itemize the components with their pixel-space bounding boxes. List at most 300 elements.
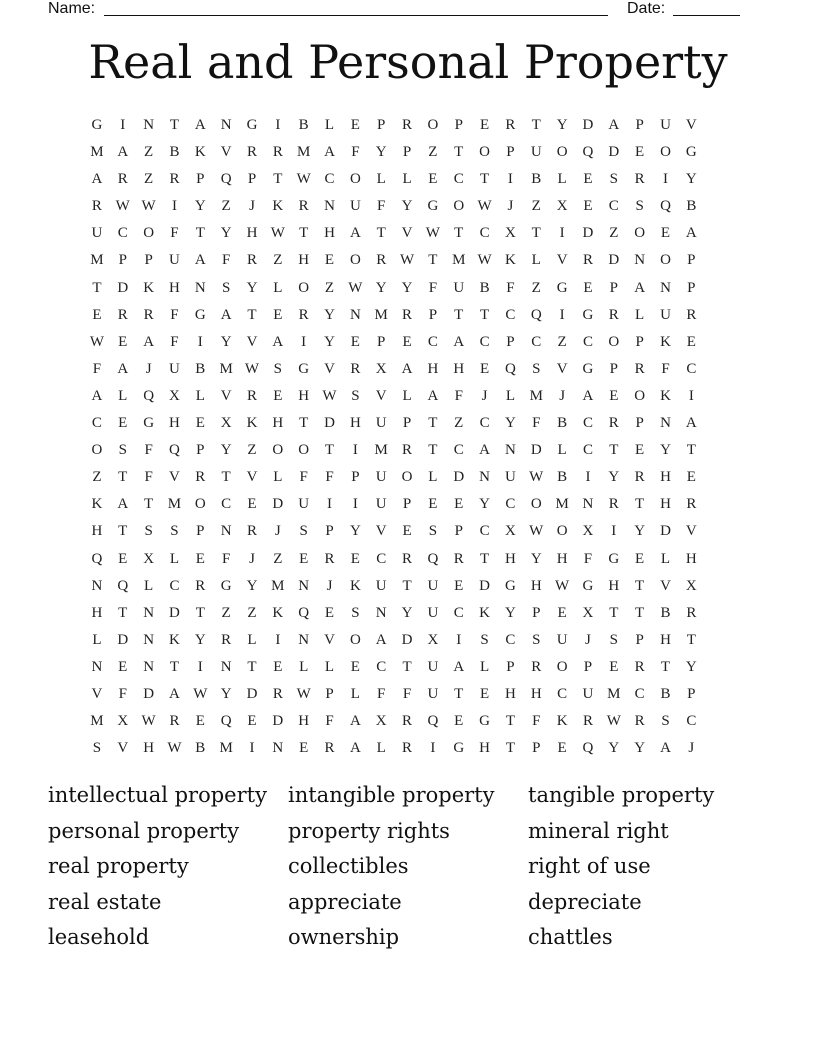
grid-letter: T <box>635 604 645 621</box>
grid-letter: V <box>556 360 568 377</box>
grid-letter: M <box>219 740 233 757</box>
grid-letter: G <box>479 713 490 730</box>
grid-letter: T <box>428 442 438 459</box>
grid-letter: W <box>244 360 260 377</box>
grid-letter: E <box>660 225 671 242</box>
grid-letter: P <box>687 279 696 296</box>
grid-letter: H <box>298 713 310 730</box>
grid-letter: V <box>324 631 335 648</box>
grid-letter: B <box>195 360 206 377</box>
grid-letter: T <box>221 469 231 486</box>
grid-letter: U <box>660 117 671 133</box>
grid-letter: H <box>660 469 671 486</box>
grid-letter: T <box>169 117 180 133</box>
grid-letter: E <box>635 144 645 161</box>
grid-letter: F <box>170 225 179 242</box>
grid-letter: T <box>299 225 309 242</box>
grid-letter: G <box>685 144 697 161</box>
grid-letter: Y <box>349 523 361 540</box>
grid-letter: H <box>169 415 180 432</box>
grid-letter: R <box>634 360 645 377</box>
grid-row <box>84 573 734 600</box>
grid-letter: S <box>351 604 360 621</box>
grid-letter: E <box>273 306 283 323</box>
grid-letter: L <box>376 171 386 188</box>
grid-letter: E <box>635 550 645 567</box>
grid-letter: I <box>688 387 694 404</box>
grid-letter: C <box>608 198 619 215</box>
grid-letter: P <box>325 523 334 540</box>
grid-letter: X <box>582 604 594 621</box>
grid-letter: G <box>453 740 465 757</box>
grid-row <box>84 518 734 545</box>
grid-letter: O <box>194 496 206 513</box>
grid-letter: J <box>326 577 333 594</box>
grid-letter: E <box>350 117 360 133</box>
grid-letter: L <box>428 469 438 486</box>
grid-letter: A <box>117 496 129 513</box>
grid-letter: O <box>556 658 568 675</box>
grid-letter: K <box>272 198 284 215</box>
grid-letter: O <box>272 442 284 459</box>
grid-letter: H <box>272 415 284 432</box>
grid-letter: P <box>402 144 412 161</box>
grid-letter: U <box>530 144 542 161</box>
grid-letter: V <box>246 469 258 486</box>
grid-letter: X <box>169 387 180 404</box>
grid-letter: E <box>299 550 309 567</box>
grid-letter: Q <box>117 577 129 594</box>
grid-letter: C <box>686 360 697 377</box>
grid-letter: T <box>428 252 438 269</box>
grid-letter: P <box>583 658 593 675</box>
date-blank-line <box>673 15 740 16</box>
grid-letter: Y <box>401 198 413 215</box>
grid-letter: N <box>91 577 103 594</box>
grid-letter: I <box>585 469 591 486</box>
grid-letter: H <box>324 225 335 242</box>
grid-letter: Z <box>531 198 541 215</box>
grid-letter: E <box>350 333 360 350</box>
grid-letter: H <box>298 252 310 269</box>
grid-letter: I <box>430 740 436 757</box>
grid-letter: Z <box>273 550 283 567</box>
grid-letter: G <box>246 117 258 133</box>
grid-letter: R <box>195 469 206 486</box>
grid-letter: Y <box>324 333 335 350</box>
grid-letter: G <box>582 306 594 323</box>
grid-letter: O <box>427 117 439 133</box>
grid-letter: U <box>660 306 671 323</box>
grid-letter: O <box>349 171 361 188</box>
grid-letter: U <box>453 279 465 296</box>
grid-letter: N <box>194 279 206 296</box>
grid-letter: A <box>479 442 490 459</box>
grid-letter: D <box>582 117 594 133</box>
grid-letter: P <box>635 117 644 133</box>
grid-letter: L <box>557 442 567 459</box>
grid-letter: E <box>686 333 696 350</box>
grid-letter: W <box>141 198 156 215</box>
grid-letter: R <box>272 685 283 702</box>
grid-letter: W <box>399 252 415 269</box>
grid-letter: E <box>583 171 593 188</box>
grid-letter: P <box>506 144 515 161</box>
grid-letter: H <box>608 577 620 594</box>
grid-letter: H <box>660 631 671 648</box>
grid-letter: T <box>376 225 386 242</box>
grid-letter: H <box>246 225 258 242</box>
grid-letter: V <box>220 387 232 404</box>
grid-letter: P <box>506 658 515 675</box>
grid-letter: R <box>221 631 232 648</box>
grid-letter: I <box>197 658 203 675</box>
grid-letter: D <box>143 685 155 702</box>
grid-row <box>84 735 734 762</box>
grid-letter: I <box>171 198 177 215</box>
grid-letter: U <box>556 631 568 648</box>
grid-letter: O <box>556 144 568 161</box>
grid-letter: C <box>453 171 464 188</box>
grid-letter: E <box>609 658 619 675</box>
grid-letter: Z <box>324 279 335 296</box>
grid-letter: C <box>427 333 438 350</box>
grid-letter: B <box>557 415 568 432</box>
grid-letter: E <box>635 442 645 459</box>
grid-letter: U <box>349 198 361 215</box>
grid-letter: Y <box>634 523 646 540</box>
grid-letter: F <box>325 469 334 486</box>
grid-letter: Q <box>582 144 594 161</box>
grid-letter: I <box>197 333 203 350</box>
date-label: Date: <box>627 0 666 17</box>
grid-letter: O <box>634 387 646 404</box>
grid-letter: Q <box>505 360 516 377</box>
grid-letter: Y <box>505 415 516 432</box>
grid-letter: O <box>349 631 361 648</box>
grid-letter: F <box>299 469 308 486</box>
grid-letter: Y <box>194 631 206 648</box>
grid-letter: W <box>529 469 544 486</box>
grid-letter: Z <box>221 604 231 621</box>
grid-letter: V <box>117 740 129 757</box>
grid-letter: N <box>375 604 387 621</box>
grid-letter: M <box>374 306 388 323</box>
grid-letter: M <box>90 144 104 161</box>
grid-letter: H <box>91 604 103 621</box>
grid-letter: E <box>428 171 438 188</box>
grid-letter: V <box>685 523 697 540</box>
grid-letter: A <box>117 360 129 377</box>
word-list-item: tangible property <box>528 783 715 807</box>
grid-letter: E <box>402 523 412 540</box>
grid-letter: A <box>685 415 697 432</box>
grid-letter: S <box>480 631 489 648</box>
grid-letter: Z <box>92 469 102 486</box>
grid-letter: N <box>660 279 671 296</box>
grid-letter: C <box>479 523 490 540</box>
grid-letter: S <box>92 740 102 757</box>
word-list-item: real property <box>48 854 189 878</box>
grid-row <box>84 437 734 464</box>
grid-letter: W <box>296 685 311 702</box>
grid-letter: X <box>117 713 129 730</box>
grid-letter: F <box>221 550 231 567</box>
grid-letter: H <box>169 279 180 296</box>
grid-letter: Y <box>685 171 697 188</box>
grid-letter: T <box>118 469 128 486</box>
grid-row <box>84 383 734 410</box>
grid-letter: C <box>582 442 593 459</box>
grid-letter: U <box>427 604 439 621</box>
grid-letter: A <box>349 713 361 730</box>
grid-letter: T <box>479 171 490 188</box>
grid-letter: R <box>246 144 257 161</box>
grid-letter: U <box>582 685 594 702</box>
grid-letter: H <box>427 360 439 377</box>
grid-letter: D <box>324 415 335 432</box>
grid-letter: C <box>505 496 516 513</box>
grid-letter: F <box>221 252 231 269</box>
grid-letter: T <box>428 415 438 432</box>
grid-letter: F <box>506 279 515 296</box>
grid-letter: L <box>273 469 283 486</box>
word-list-item: mineral right <box>528 818 669 843</box>
grid-letter: J <box>559 387 566 404</box>
word-list-item: personal property <box>48 818 240 843</box>
grid-letter: F <box>377 198 386 215</box>
grid-letter: I <box>275 117 281 133</box>
grid-letter: T <box>273 171 283 188</box>
grid-letter: V <box>246 333 258 350</box>
grid-letter: T <box>635 577 645 594</box>
grid-letter: W <box>425 225 440 242</box>
grid-letter: S <box>299 523 308 540</box>
grid-letter: L <box>479 658 490 675</box>
grid-letter: G <box>582 360 594 377</box>
page-title: Real and Personal Property <box>88 35 728 89</box>
word-list-item: leasehold <box>48 925 150 949</box>
grid-letter: A <box>194 252 206 269</box>
word-list-item: appreciate <box>288 889 402 914</box>
grid-letter: L <box>402 387 412 404</box>
grid-row <box>84 220 734 247</box>
grid-letter: I <box>352 496 358 513</box>
grid-row <box>84 681 734 708</box>
grid-letter: C <box>91 415 102 432</box>
grid-letter: O <box>634 225 646 242</box>
grid-letter: Y <box>220 225 232 242</box>
grid-letter: R <box>531 658 542 675</box>
grid-letter: N <box>298 631 310 648</box>
grid-letter: S <box>273 360 282 377</box>
grid-letter: S <box>532 631 541 648</box>
grid-letter: F <box>532 415 541 432</box>
grid-letter: W <box>322 387 337 404</box>
grid-letter: G <box>298 360 310 377</box>
grid-letter: N <box>324 198 335 215</box>
grid-letter: R <box>272 144 283 161</box>
grid-letter: O <box>608 333 620 350</box>
grid-letter: D <box>272 713 284 730</box>
grid-letter: P <box>325 685 334 702</box>
grid-letter: O <box>143 225 155 242</box>
grid-letter: I <box>611 523 617 540</box>
grid-letter: R <box>246 523 257 540</box>
grid-letter: T <box>195 225 205 242</box>
grid-letter: E <box>557 740 567 757</box>
grid-letter: E <box>118 333 128 350</box>
grid-letter: E <box>454 577 464 594</box>
grid-letter: K <box>272 604 284 621</box>
word-list-item: intangible property <box>288 783 495 807</box>
grid-letter: K <box>194 144 206 161</box>
grid-letter: T <box>402 658 412 675</box>
grid-letter: L <box>557 171 567 188</box>
grid-letter: C <box>686 713 697 730</box>
grid-letter: U <box>375 496 387 513</box>
grid-letter: E <box>299 740 309 757</box>
grid-letter: F <box>144 469 153 486</box>
grid-letter: R <box>117 306 128 323</box>
grid-letter: P <box>635 333 644 350</box>
word-list-item: real estate <box>48 889 162 914</box>
grid-letter: A <box>143 333 155 350</box>
grid-letter: H <box>349 415 361 432</box>
grid-letter: D <box>608 252 620 269</box>
grid-letter: O <box>453 198 465 215</box>
grid-letter: A <box>453 658 465 675</box>
grid-letter: P <box>402 415 412 432</box>
grid-letter: P <box>532 740 541 757</box>
grid-letter: M <box>452 252 466 269</box>
grid-letter: S <box>221 279 231 296</box>
grid-letter: U <box>427 685 439 702</box>
grid-letter: V <box>220 144 232 161</box>
grid-letter: E <box>273 387 283 404</box>
grid-letter: Y <box>375 144 387 161</box>
grid-letter: F <box>583 550 593 567</box>
grid-letter: Q <box>143 387 155 404</box>
grid-letter: J <box>585 631 591 648</box>
grid-letter: W <box>193 685 208 702</box>
grid-letter: T <box>660 658 671 675</box>
grid-letter: M <box>529 387 543 404</box>
grid-letter: V <box>556 252 568 269</box>
grid-row <box>84 491 734 518</box>
grid-letter: L <box>169 550 180 567</box>
grid-letter: J <box>507 198 514 215</box>
grid-letter: T <box>505 740 515 757</box>
grid-letter: A <box>427 387 439 404</box>
grid-row <box>84 139 734 166</box>
grid-letter: Y <box>194 198 206 215</box>
grid-letter: E <box>402 333 412 350</box>
grid-letter: W <box>529 523 544 540</box>
grid-letter: E <box>350 550 360 567</box>
grid-letter: P <box>247 171 257 188</box>
grid-letter: G <box>582 577 594 594</box>
grid-letter: F <box>661 360 670 377</box>
grid-letter: O <box>530 496 542 513</box>
grid-letter: T <box>402 577 412 594</box>
grid-letter: S <box>609 631 618 648</box>
grid-letter: E <box>195 550 205 567</box>
grid-letter: N <box>505 442 516 459</box>
grid-letter: D <box>272 496 284 513</box>
grid-letter: P <box>506 333 515 350</box>
letter-grid <box>84 112 734 762</box>
grid-letter: H <box>479 740 490 757</box>
grid-letter: C <box>582 415 593 432</box>
grid-letter: A <box>375 631 387 648</box>
grid-letter: T <box>169 658 180 675</box>
grid-letter: J <box>274 523 281 540</box>
grid-letter: B <box>195 740 206 757</box>
grid-row <box>84 410 734 437</box>
grid-letter: Z <box>273 252 283 269</box>
grid-letter: A <box>91 387 103 404</box>
grid-letter: E <box>583 198 593 215</box>
grid-letter: X <box>685 577 697 594</box>
grid-letter: B <box>298 117 309 133</box>
grid-letter: Y <box>505 604 516 621</box>
grid-letter: Y <box>634 740 646 757</box>
grid-letter: X <box>220 415 232 432</box>
grid-letter: T <box>118 604 128 621</box>
grid-letter: R <box>195 577 206 594</box>
grid-letter: W <box>477 252 492 269</box>
grid-letter: N <box>298 577 310 594</box>
grid-letter: Y <box>246 577 258 594</box>
grid-letter: L <box>505 387 515 404</box>
grid-letter: L <box>402 171 412 188</box>
grid-letter: V <box>660 577 671 594</box>
grid-letter: T <box>635 496 645 513</box>
grid-letter: P <box>687 685 696 702</box>
grid-letter: B <box>479 279 490 296</box>
grid-letter: B <box>660 604 671 621</box>
grid-letter: F <box>170 333 179 350</box>
grid-letter: U <box>427 658 439 675</box>
grid-row <box>84 275 734 302</box>
grid-letter: S <box>532 360 541 377</box>
grid-letter: L <box>299 658 309 675</box>
grid-letter: P <box>377 333 386 350</box>
grid-letter: O <box>479 144 490 161</box>
grid-letter: J <box>249 550 255 567</box>
grid-letter: Z <box>557 333 567 350</box>
grid-letter: W <box>606 713 621 730</box>
grid-letter: Y <box>685 658 697 675</box>
grid-letter: R <box>634 713 645 730</box>
grid-letter: P <box>196 442 205 459</box>
grid-letter: B <box>169 144 180 161</box>
grid-letter: T <box>92 279 102 296</box>
word-list-item: right of use <box>528 854 651 878</box>
grid-letter: X <box>375 360 387 377</box>
grid-letter: T <box>479 550 490 567</box>
grid-letter: Y <box>375 279 387 296</box>
grid-letter: P <box>687 252 696 269</box>
grid-letter: T <box>479 306 490 323</box>
word-list-item: chattles <box>528 925 613 949</box>
grid-letter: Q <box>220 713 232 730</box>
grid-letter: Y <box>220 685 232 702</box>
grid-letter: C <box>453 442 464 459</box>
grid-letter: E <box>118 415 128 432</box>
grid-letter: N <box>220 523 232 540</box>
